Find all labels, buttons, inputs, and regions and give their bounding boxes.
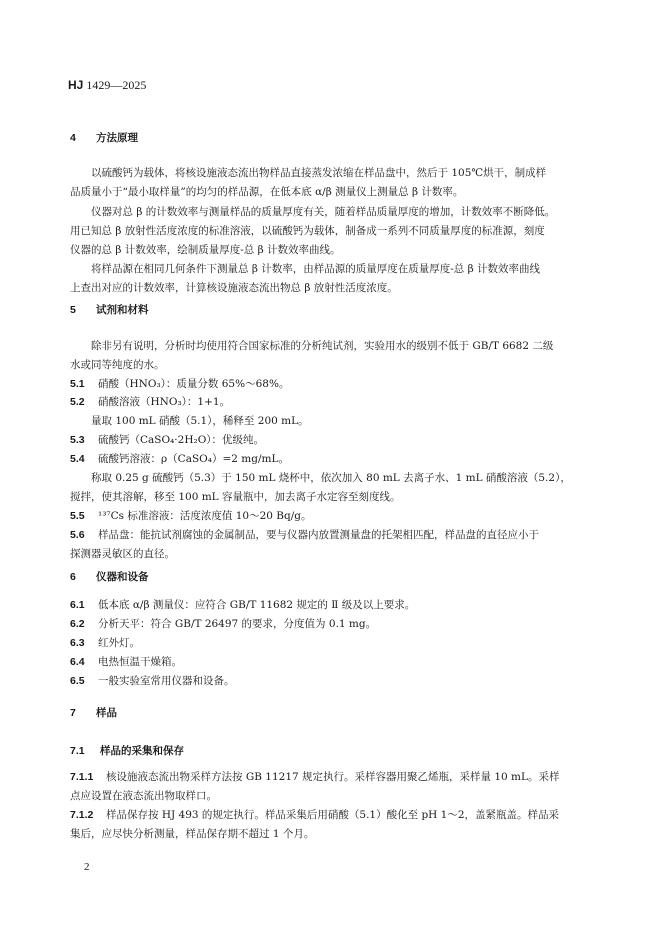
section-title: 试剂和材料 [96,304,149,316]
item-number: 5.6 [70,529,85,541]
list-item-5-6 [70,526,596,546]
list-item-5-3 [70,431,596,451]
item-number: 6.1 [70,599,85,611]
item-text: 样品盘：能抗试剂腐蚀的金属制品，要与仪器内放置测量盘的托架相匹配，样品盘的直径应小于 [98,529,539,541]
item-text: 核设施液态流出物采样方法按 GB 11217 规定执行。采样容器用聚乙烯瓶，采样量 10 mL。采样 [106,771,560,783]
item-number: 7.1.1 [70,771,94,783]
list-item-5-5 [70,507,596,527]
item-number: 5.3 [70,434,85,446]
item-number: 7.1.2 [70,809,94,821]
list-item-6-2 [70,615,596,635]
item-text: 低本底 α/β 测量仪：应符合 GB/T 11682 规定的 Ⅱ 级及以上要求。 [98,599,416,611]
section-title: 样品 [96,707,117,719]
list-item-6-3 [70,634,596,654]
paragraph-line: 集后，应尽快分析测量，样品保存期不超过 1 个月。 [70,828,315,840]
standard-code: HJ [68,78,84,92]
list-item-5-1 [70,375,596,395]
paragraph-line: 水或同等纯度的水。 [70,359,165,371]
item-text: 分析天平：符合 GB/T 26497 的要求，分度值为 0.1 mg。 [98,618,377,630]
item-text: 电热恒温干燥箱。 [98,656,182,668]
item-number: 5.2 [70,396,85,408]
list-item-7-1-2 [70,806,596,826]
list-item-6-1 [70,596,596,616]
list-item-7-1-1 [70,768,596,788]
item-text: 硝酸（HNO₃）：质量分数 65%～68%。 [98,378,290,390]
subsection-number: 7.1 [70,745,85,757]
section-number: 5 [70,304,76,316]
item-text: 红外灯。 [98,637,140,649]
section-6-heading [70,569,149,584]
item-text: ¹³⁷Cs 标准溶液：活度浓度值 10～20 Bq/g。 [98,510,312,522]
item-number: 5.5 [70,510,85,522]
item-text: 样品保存按 HJ 493 的规定执行。样品采集后用硝酸（5.1）酸化至 pH 1～2，盖紧瓶盖。样品采 [106,809,560,821]
paragraph-line: 将样品源在相同几何条件下测量总 β 计数率，由样品源的质量厚度在质量厚度-总 β 计数效率曲线 [91,263,541,275]
item-text: 硫酸钙（CaSO₄·2H₂O）：优级纯。 [98,434,265,446]
paragraph-line: 品质量小于“最小取样量”的均匀的样品源，在低本底 α/β 测量仪上测量总 β 计数率。 [70,186,464,198]
item-text: 一般实验室常用仪器和设备。 [98,675,235,687]
paragraph-line: 搅拌，使其溶解，移至 100 mL 容量瓶中，加去离子水定容至刻度线。 [70,491,401,503]
subsection-title: 样品的采集和保存 [100,745,184,757]
item-number: 5.1 [70,378,85,390]
section-title: 仪器和设备 [96,571,149,583]
item-number: 6.4 [70,656,85,668]
paragraph-line: 探测器灵敏区的直径。 [70,548,175,560]
section-number: 6 [70,571,76,583]
section-number: 4 [70,132,76,144]
list-item-5-4 [70,450,596,470]
item-number: 5.4 [70,453,85,465]
paragraph-line: 上查出对应的计数效率，计算核设施液态流出物总 β 放射性活度浓度。 [70,282,398,294]
section-7-heading [70,705,117,720]
subsection-7-1-heading [70,743,184,758]
paragraph-line: 点应设置在液态流出物取样口。 [70,790,217,802]
section-title: 方法原理 [96,132,138,144]
item-number: 6.2 [70,618,85,630]
item-text: 硝酸溶液（HNO₃）：1+1。 [98,396,231,408]
section-5-heading [70,302,149,317]
page-header [68,78,146,93]
paragraph-line: 除非另有说明，分析时均使用符合国家标准的分析纯试剂，实验用水的级别不低于 GB/T 6682 二级 [91,340,554,352]
paragraph-line: 称取 0.25 g 硫酸钙（5.3）于 150 mL 烧杯中，依次加入 80 mL 去离子水、1 mL 硝酸溶液（5.2）， [91,472,571,484]
paragraph-line: 量取 100 mL 硝酸（5.1），稀释至 200 mL。 [91,415,309,427]
list-item-5-2 [70,393,596,413]
item-number: 6.3 [70,637,85,649]
item-number: 6.5 [70,675,85,687]
section-4-heading [70,130,138,145]
paragraph-line: 仪器对总 β 的计数效率与测量样品的质量厚度有关，随着样品质量厚度的增加，计数效率不断降低。 [91,206,556,218]
item-text: 硫酸钙溶液：ρ（CaSO₄）=2 mg/mL。 [98,453,289,465]
paragraph-line: 仪器的总 β 计数效率，绘制质量厚度-总 β 计数效率曲线。 [70,244,341,256]
list-item-6-5 [70,672,596,692]
standard-number: 1429—2025 [86,78,147,92]
paragraph-line: 以硫酸钙为载体，将核设施液态流出物样品直接蒸发浓缩在样品盘中，然后于 105℃烘干，制成样 [91,167,547,179]
paragraph-line: 用已知总 β 放射性活度浓度的标准溶液，以硫酸钙为载体，制备成一系列不同质量厚度的标准源，刻度 [70,225,545,237]
page-number: 2 [84,861,90,873]
list-item-6-4 [70,653,596,673]
section-number: 7 [70,707,76,719]
